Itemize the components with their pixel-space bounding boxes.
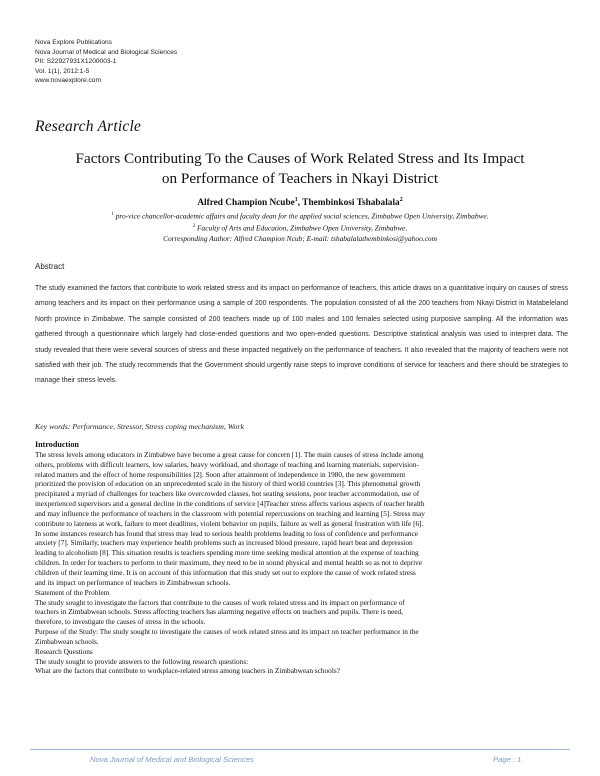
body-line: contribute to lateness at work, failure to meet deadlines, violent behavior on pupils, failure as well as general frustration with life [6]. — [35, 518, 424, 528]
abstract-line: interpret data. The study revealed that there were several sources of stress and these impacted negatively on the performance of — [35, 331, 568, 354]
body-line: and may influence the performance of teachers in the classroom with potential repercussions on teaching and learning [5]. Stress may — [35, 508, 425, 518]
section-heading-introduction: Introduction — [35, 440, 79, 449]
publisher-name: Nova Explore Publications — [35, 39, 112, 46]
affiliation-mark: 2 — [192, 224, 196, 230]
body-line: and its impact on performance of teachers in Zimbabwean schools. — [35, 577, 231, 587]
introduction-paragraph — [35, 450, 567, 588]
abstract-line: teachers. It also revealed that the majority of teachers were not satisfied with their job. The study recommends that the Government — [35, 346, 568, 370]
body-line: inexperienced supervisors and a general decline in the conditions of service [4]Teacher stress affects various aspects of teacher health — [35, 499, 425, 509]
author-list — [20, 197, 580, 208]
title-line-2: on Performance of Teachers in Nkayi District — [161, 169, 439, 187]
affiliation-mark: 1 — [111, 212, 114, 217]
body-line: What are the factors that contribute to workplace-related stress among teachers in Zimbabwean schools? — [35, 666, 340, 676]
corresponding-author: Corresponding Author: Alfred Champion Ncub; E-mail: tshabalalathembinkosi@yahoo.com — [163, 234, 437, 244]
purpose-paragraph — [35, 627, 567, 647]
abstract-line: of 200 teachers made up of 100 males and 100 females selected using purposive sampling. All the information was gathered through a — [35, 315, 568, 339]
abstract-line: The study examined the factors that contribute to work related stress and its impact on performance of teachers, this article draws on a — [35, 285, 447, 292]
statement-paragraph — [35, 598, 567, 628]
volume-info: Vol. 1(1), 2012:1-5 — [35, 67, 90, 75]
footer-journal-name: Nova Journal of Medical and Biological Sciences — [90, 755, 254, 764]
body-line: leading to alcoholism [8]. This situation results is teachers spending more time seeking medical attention at the expense of teaching — [35, 548, 419, 558]
body-line: therefore, to investigate the causes of stress in the schools. — [35, 617, 206, 627]
author-name: Alfred Champion Ncube — [197, 198, 295, 209]
abstract-line: population consisted of all the 200 teachers from Nkayi District in Matabeleland North province in Zimbabwe. The sample consisted — [35, 300, 568, 323]
affiliation-1 — [20, 210, 580, 222]
abstract-line: quantitative inquiry on causes of stress among teachers and its impact on their performance using a sample of 200 respondents. The — [35, 285, 568, 308]
abstract-line: questionnaire which largely had close-ended questions and two open-ended questions. Descriptive statistical analysis was used to — [97, 331, 508, 339]
section-heading-statement: Statement of the Problem — [35, 587, 110, 597]
affiliation-mark: 1 — [294, 197, 298, 203]
journal-masthead — [35, 38, 177, 86]
research-questions-paragraph — [35, 657, 567, 677]
body-line: prioritized the provision of education on an unprecedented scale in the history of third world countries [3]. This phenomenal growth — [35, 479, 421, 489]
body-line: Purpose of the Study: The study sought to investigate the causes of work related stress and its impact on teacher performance in the — [35, 627, 419, 637]
abstract-heading: Abstract — [35, 262, 65, 271]
body-line: Zimbabwean schools. — [35, 636, 99, 646]
body-line: anxiety [7]. Similarly, teachers may experience health problems such as increased blood pressure, rapid heart beat and depression — [35, 538, 413, 548]
abstract-body — [35, 281, 568, 389]
article-body — [35, 440, 567, 676]
affiliation-text: pro-vice chancellor-academic affairs and faculty dean for the applied social sciences, Zimbabwe Open University, Zimbabwe. — [113, 211, 489, 221]
section-heading-research-questions: Research Questions — [35, 646, 93, 656]
body-line: In some instances research has found that stress may lead to serious health problems leading to loss of confidence and performance — [35, 528, 418, 538]
body-line: children of their learning time. It is on account of this information that this study set out to explore the cause of work related stress — [35, 567, 416, 577]
affiliation-mark: 2 — [399, 197, 403, 203]
body-line: The study sought to investigate the factors that contribute to the causes of work related stress and its impact on performance of — [35, 597, 405, 607]
keywords-line: Key words: Performance, Stressor, Stress coping mechanism, Work — [35, 422, 244, 431]
body-line: The study sought to provide answers to the following research questions: — [35, 656, 249, 666]
body-line: others, problems with difficult learners, low salaries, heavy workload, and shortage of teaching and learning materials, supervision- — [35, 459, 419, 469]
author-separator: , — [297, 198, 303, 209]
website-link[interactable]: www.novaexplore.com — [35, 77, 101, 85]
body-line: teachers in Zimbabwean schools. Stress affecting teachers has alarming negative effects on teachers and pupils. There is need, — [35, 607, 403, 617]
article-title — [20, 149, 580, 188]
affiliation-2 — [20, 222, 580, 234]
body-line: children. In order for teachers to perform to their maximum, they need to be in sound physical and mental health so as not to deprive — [35, 558, 423, 568]
title-line-1: Factors Contributing To the Causes of Work Related Stress and Its Impact — [75, 150, 525, 167]
body-line: The stress levels among educators in Zimbabwe have become a great cause for concern [1]. The main causes of stress include among — [35, 449, 424, 459]
article-type-label: Research Article — [35, 118, 142, 135]
abstract-line: should urgently raise steps to improve conditions of service for teachers and there should be strategies to manage their stress levels. — [35, 362, 568, 385]
affiliations — [20, 210, 580, 245]
page-number: Page : 1 — [493, 755, 522, 764]
footer-divider — [30, 749, 570, 750]
body-line: related matters and the effect of home responsibilities [2]. Soon after attainment of independence in 1980, the new government — [35, 469, 406, 479]
pii-code: PII: S22927931X1200003-1 — [35, 58, 117, 66]
journal-name: Nova Journal of Medical and Biological Sciences — [35, 48, 178, 56]
affiliation-text: Faculty of Arts and Education, Zimbabwe Open University, Zimbabwe. — [195, 223, 408, 233]
author-name: Thembinkosi Tshabalala — [302, 198, 400, 209]
body-line: precipitated a myriad of challenges for teachers like overcrowded classes, hot seating sessions, poor teacher accommodation, use of — [35, 489, 420, 499]
